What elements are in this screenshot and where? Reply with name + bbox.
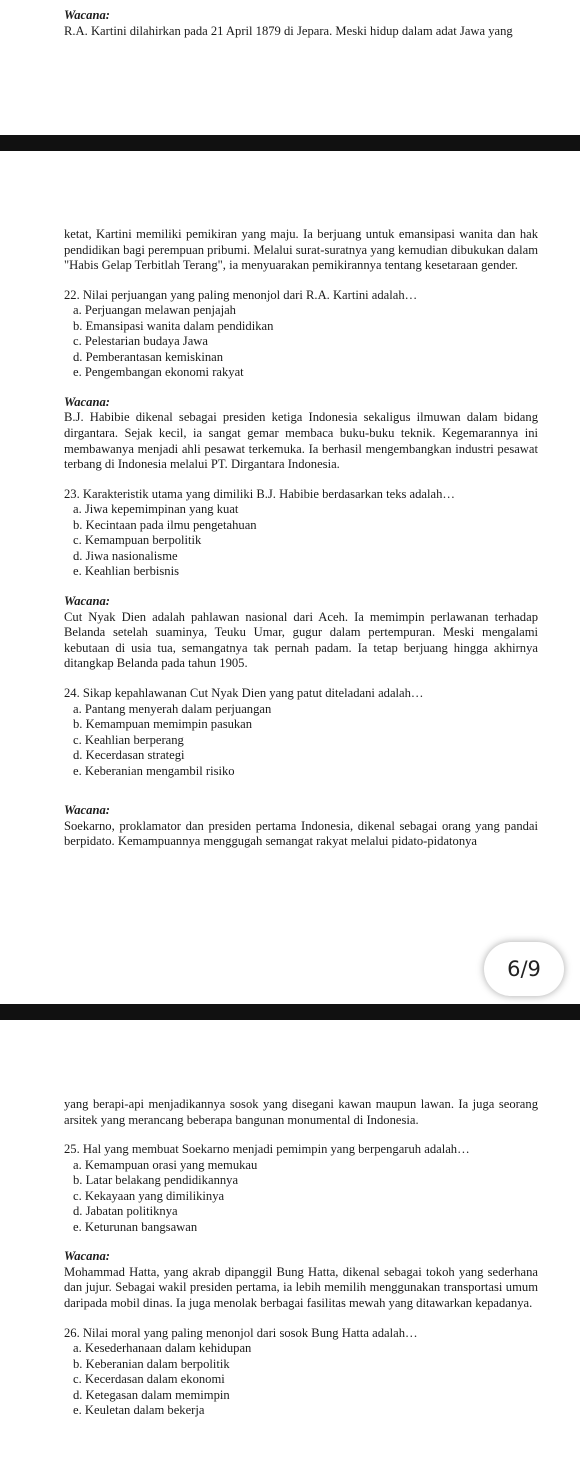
reading-soekarno [64,803,538,850]
option-a[interactable]: a. Jiwa kepemimpinan yang kuat [73,502,239,517]
option-b[interactable]: b. Latar belakang pendidikannya [73,1173,239,1188]
option-c[interactable]: c. Kekayaan yang dimilikinya [73,1188,225,1203]
option-d[interactable]: d. Kecerdasan strategi [73,748,185,762]
option-a[interactable]: a. Perjuangan melawan penjajah [73,303,236,318]
reading-label: Wacana: [64,803,110,817]
question-22 [64,288,538,381]
question-25 [64,1142,538,1235]
option-c[interactable]: c. Kecerdasan dalam ekonomi [73,1372,225,1387]
reading-label: Wacana: [64,394,110,409]
question-23 [64,487,538,580]
page-top-fragment [0,8,580,39]
question-options [64,702,538,780]
reading-label: Wacana: [64,1249,110,1264]
page-bottom [0,1097,580,1419]
option-e[interactable]: e. Keturunan bangsawan [73,1219,198,1234]
reading-text-kartini-continued: ketat, Kartini memiliki pemikiran yang maju. Ia berjuang untuk emansipasi wanita dan hak pendidikan bagi perempuan pribumi. Melalui surat-suratnya yang kemudian dibukukan dalam "Habis Gelap Terbitlah Terang", ia menyuarakan pemikirannya tentang kesetaraan gender. [64,227,538,273]
option-b[interactable]: b. Kecintaan pada ilmu pengetahuan [73,517,257,532]
question-26 [64,1326,538,1419]
reading-label: Wacana: [64,593,110,608]
question-options [64,1158,538,1236]
question-options [64,1341,538,1419]
question-text: 25. Hal yang membuat Soekarno menjadi pemimpin yang berpengaruh adalah… [64,1142,470,1157]
reading-text: Cut Nyak Dien adalah pahlawan nasional dari Aceh. Ia memimpin perlawanan terhadap Belanda setelah suaminya, Teuku Umar, gugur dalam pertempuran. Meski mengalami kebutaan di usia tua, semangatnya tak pernah padam. Ia tetap berjuang hingga akhirnya ditangkap Belanda pada tahun 1905. [64,609,538,671]
reading-text-soekarno-continued: yang berapi-api menjadikannya sosok yang disegani kawan maupun lawan. Ia juga seorang arsitek yang merancang beberapa bangunan monumental di Indonesia. [64,1097,538,1127]
question-options [64,502,538,580]
reading-cut-nyak-dien [64,594,538,672]
option-a[interactable]: a. Kemampuan orasi yang memukau [73,1157,258,1172]
question-text: 24. Sikap kepahlawanan Cut Nyak Dien yang patut diteladani adalah… [64,685,424,700]
option-e[interactable]: e. Keahlian berbisnis [73,564,179,579]
page-middle [0,227,580,850]
option-d[interactable]: d. Jabatan politiknya [73,1204,178,1219]
reading-text: Mohammad Hatta, yang akrab dipanggil Bung Hatta, dikenal sebagai tokoh yang sederhana dan jujur. Sebagai wakil presiden pertama, ia lebih memilih menggunakan transportasi umum daripada mobil dinas. Ia juga menolak berbagai fasilitas mewah yang ditawarkan kepadanya. [64,1264,538,1311]
reading-text: Soekarno, proklamator dan presiden pertama Indonesia, dikenal sebagai orang yang pandai berpidato. Kemampuannya menggugah semangat rakyat melalui pidato-pidatonya [64,818,538,849]
option-e[interactable]: e. Keuletan dalam bekerja [73,1403,205,1418]
reading-habibie [64,395,538,473]
option-a[interactable]: a. Kesederhanaan dalam kehidupan [73,1341,252,1356]
option-b[interactable]: b. Kemampuan memimpin pasukan [73,717,253,731]
question-text: 26. Nilai moral yang paling menonjol dari sosok Bung Hatta adalah… [64,1325,418,1340]
reading-label: Wacana: [64,8,110,22]
option-d[interactable]: d. Ketegasan dalam memimpin [73,1387,230,1402]
reading-hatta [64,1249,538,1311]
option-a[interactable]: a. Pantang menyerah dalam perjuangan [73,701,272,716]
option-d[interactable]: d. Pemberantasan kemiskinan [73,349,224,364]
option-c[interactable]: c. Keahlian berperang [73,732,184,747]
page-number-badge: 6/9 [484,942,564,996]
option-b[interactable]: b. Keberanian dalam berpolitik [73,1356,230,1371]
question-text: 22. Nilai perjuangan yang paling menonjol dari R.A. Kartini adalah… [64,287,418,302]
option-b[interactable]: b. Emansipasi wanita dalam pendidikan [73,318,274,333]
question-24 [64,686,538,779]
page-divider [0,1004,580,1020]
option-e[interactable]: e. Keberanian mengambil risiko [73,763,235,778]
option-c[interactable]: c. Kemampuan berpolitik [73,533,202,548]
question-options [64,303,538,381]
option-e[interactable]: e. Pengembangan ekonomi rakyat [73,365,244,380]
option-c[interactable]: c. Pelestarian budaya Jawa [73,334,208,349]
reading-text: B.J. Habibie dikenal sebagai presiden ketiga Indonesia sekaligus ilmuwan dalam bidang dirgantara. Sejak kecil, ia sangat gemar membaca buku-buku teknik. Kegemarannya ini membawanya menjadi ahli pesawat terkemuka. Ia berhasil mengembangkan industri pesawat terbang di Indonesia melalui PT. Dirgantara Indonesia. [64,410,538,472]
reading-text-kartini: R.A. Kartini dilahirkan pada 21 April 1879 di Jepara. Meski hidup dalam adat Jawa yang [64,23,513,38]
page-divider [0,135,580,151]
question-text: 23. Karakteristik utama yang dimiliki B.J. Habibie berdasarkan teks adalah… [64,486,455,501]
option-d[interactable]: d. Jiwa nasionalisme [73,548,178,563]
